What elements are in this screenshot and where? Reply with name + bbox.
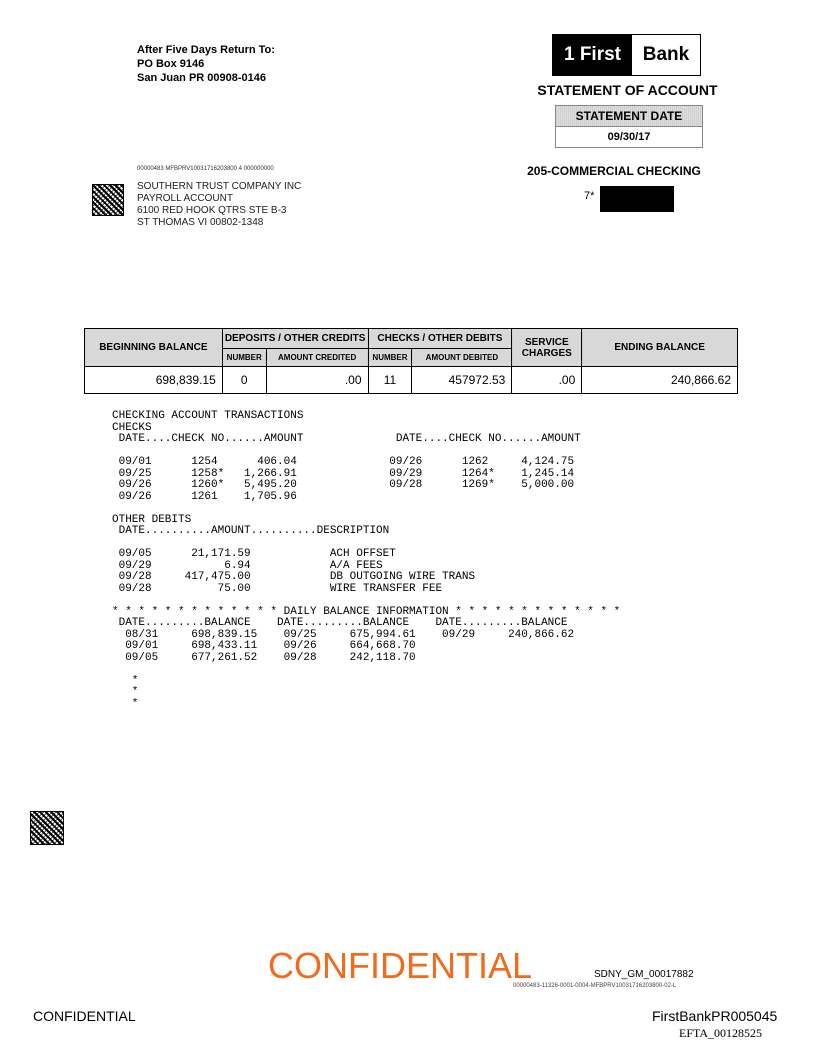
address-line: PAYROLL ACCOUNT	[137, 193, 233, 204]
logo-first: 1 First	[553, 35, 632, 75]
footer-bates-number: FirstBankPR005045	[652, 1008, 778, 1024]
header-amount-credited: AMOUNT CREDITED	[266, 349, 368, 367]
header-ending-balance: ENDING BALANCE	[582, 329, 738, 367]
account-type: 205-COMMERCIAL CHECKING	[527, 164, 701, 178]
header-beginning-balance: BEGINNING BALANCE	[85, 329, 223, 367]
statement-title: STATEMENT OF ACCOUNT	[537, 82, 718, 98]
address-line: SOUTHERN TRUST COMPANY INC	[137, 181, 302, 192]
header-number: NUMBER	[368, 349, 412, 367]
account-number-prefix: 7*	[584, 190, 595, 202]
summary-table	[84, 328, 738, 394]
header-amount-debited: AMOUNT DEBITED	[412, 349, 512, 367]
deposit-count: 0	[222, 367, 266, 394]
check-amount: 457972.53	[412, 367, 512, 394]
header-service-charges: SERVICE CHARGES	[512, 329, 582, 367]
address-line: ST THOMAS VI 00802-1348	[137, 217, 264, 228]
beginning-balance-value: 698,839.15	[85, 367, 223, 394]
mailing-address	[137, 181, 301, 229]
barcode-icon	[92, 184, 124, 216]
statement-date-value: 09/30/17	[607, 131, 651, 143]
redaction-block	[600, 186, 674, 212]
document-code: 00000483-11326-0001-0004-MFBPRV10031716203800-02-L	[513, 983, 677, 989]
return-address-line: San Juan PR 00908-0146	[137, 72, 267, 84]
header-checks: CHECKS / OTHER DEBITS	[368, 329, 512, 349]
transactions-listing: CHECKING ACCOUNT TRANSACTIONS CHECKS DATE....CHECK NO......AMOUNT DATE....CHECK NO......AMOUNT 09/01 1254 406.04 09/26 1262 4,124.75 09/25 1258* 1,266.91 09/29 1264* 1,245.14 09/26 1260* 5,495.20 09/28 1269* 5,000.00 09/26 1261 1,705.96 OTHER DEBITS DATE..........AMOUNT..........DESCRIPTION 09/05 21,171.59 ACH OFFSET 09/29 6.94 A/A FEES 09/28 417,475.00 DB OUTGOING WIRE TRANS 09/28 75.00 WIRE TRANSFER FEE * * * * * * * * * * * * * DAILY BALANCE INFORMATION * * * * * * * * * * * * * DATE.........BALANCE DATE.........BALANCE DATE.........BALANCE 08/31 698,839.15 09/25 675,994.61 09/29 240,866.62 09/01 698,433.11 09/26 664,668.70 09/05 677,261.52 09/28 242,118.70 * * *	[112, 410, 621, 710]
header-deposits: DEPOSITS / OTHER CREDITS	[222, 329, 368, 349]
header-number: NUMBER	[222, 349, 266, 367]
sdny-id: SDNY_GM_00017882	[594, 969, 694, 980]
address-line: 6100 RED HOOK QTRS STE B-3	[137, 205, 287, 216]
confidential-watermark: CONFIDENTIAL	[268, 945, 533, 986]
bank-logo	[552, 34, 701, 76]
statement-date-box	[555, 105, 703, 148]
ending-balance-value: 240,866.62	[582, 367, 738, 394]
footer-efta-number: EFTA_00128525	[679, 1026, 763, 1040]
deposit-amount: .00	[266, 367, 368, 394]
logo-bank: Bank	[632, 35, 700, 75]
service-charge-value: .00	[512, 367, 582, 394]
return-address	[137, 43, 275, 85]
check-count: 11	[368, 367, 412, 394]
return-address-line: PO Box 9146	[137, 58, 205, 70]
footer-confidential: CONFIDENTIAL	[33, 1008, 136, 1024]
return-address-line: After Five Days Return To:	[137, 44, 275, 56]
statement-date-label: STATEMENT DATE	[556, 106, 702, 127]
sequence-code: 00000483 MFBPRV10031716203800 4 000000000	[137, 166, 274, 172]
barcode-icon	[30, 811, 64, 845]
